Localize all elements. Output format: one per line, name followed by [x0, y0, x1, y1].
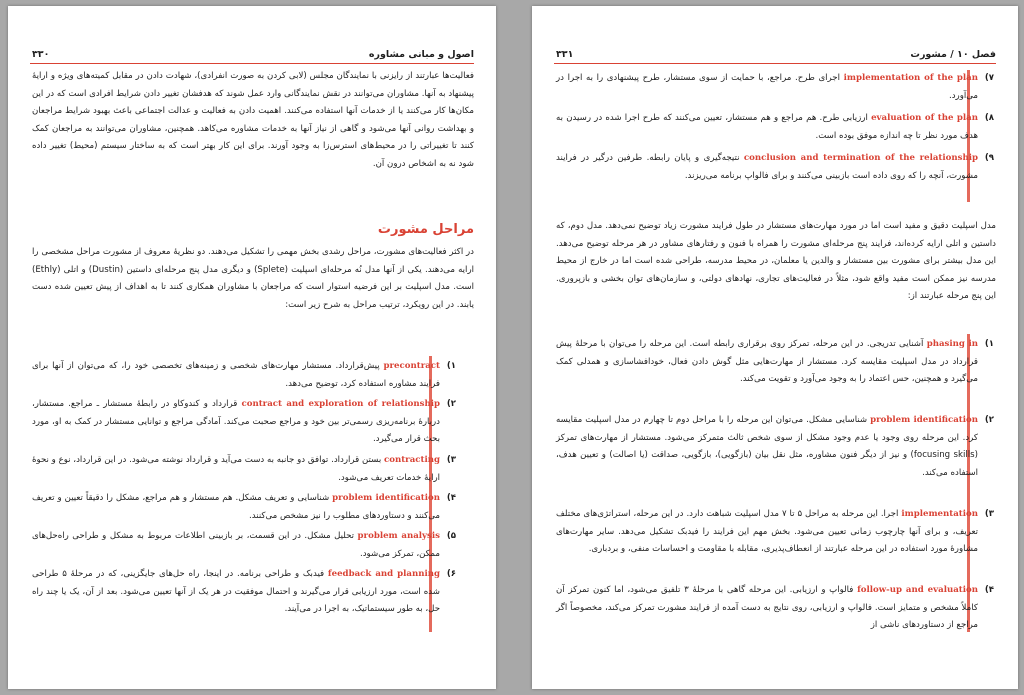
phase-term: problem identification — [870, 415, 978, 425]
page-number: ۳۳۱ — [556, 49, 574, 60]
page-header — [32, 42, 474, 60]
page-header — [556, 42, 996, 60]
stage-text: نتیجه‌گیری و پایان رابطه. طرفین درگیر در فرایند مشورت، آنچه را که روی داده است بازبینی می‌کنند و برای فالواپ برنامه می‌ریزند. — [556, 153, 978, 181]
phase-term: implementation — [901, 509, 979, 519]
page-number: ۳۳۰ — [32, 49, 50, 60]
phase-number: ۳) — [984, 509, 994, 519]
stage-term: implementation of the plan — [843, 73, 978, 83]
phase-item — [556, 412, 994, 482]
stage-text: پیش‌قرارداد. مستشار مهارت‌های شخصی و زمینه‌های تخصصی خود را، که می‌توان از آنها برای فرایند مشاوره استفاده کرد، توضیح می‌دهد. — [32, 361, 440, 389]
stage-term: conclusion and termination of the relationship — [743, 153, 979, 163]
stage-number: ۳) — [446, 455, 456, 465]
stage-item — [32, 452, 456, 487]
phase-term: follow-up and evaluation — [857, 585, 979, 595]
stage-number: ۲) — [446, 399, 456, 409]
stage-item — [556, 70, 994, 105]
stage-number: ۷) — [984, 73, 994, 83]
stage-item — [32, 566, 456, 619]
middle-paragraph: مدل اسپلیت دقیق و مفید است اما در مورد مهارت‌های مستشار در طول فرایند مشورت زیاد توضیح نمی‌دهد. مدل دوم، که داستین و اتلی ارایه کرده‌اند، فرایند پنج مرحله‌ای مشورت را همراه با فنون و رفتارهای مشاور در هر مرحله توضیح می‌دهد. این مدل بیشتر برای مشورت بین مستشار و والدین یا معلمان، در محیط مدرسه، طراحی شده است اما در خارج از محیط مدرسه نیز ممکن است مفید واقع شود، مثلاً در فعالیت‌های تجاری، نهادهای دولتی، و سازمان‌های توان بخشی و بازپروری. این پنج مرحله عبارتند از: — [556, 221, 996, 302]
phase-item — [556, 336, 994, 389]
phase-item — [556, 506, 994, 559]
stage-number: ۵) — [446, 531, 456, 541]
stage-item — [32, 490, 456, 525]
phase-number: ۱) — [984, 339, 994, 349]
header-rule — [30, 63, 474, 64]
stage-text: قرارداد و کندوکاو در رابطهٔ مستشار ـ مراجع. مستشار، دربارهٔ برنامه‌ریزی رسمی‌تر بین خود و مراجع صحبت می‌کند. آمادگی مراجع و توانایی مستشار در کمک به او، مورد بحث قرار می‌گیرد. — [32, 399, 440, 445]
running-title: فصل ۱۰ / مشورت — [910, 49, 996, 60]
stage-term: contracting — [384, 455, 441, 465]
right-page — [532, 6, 1018, 689]
stage-term: problem analysis — [357, 531, 440, 541]
stage-text: فیدبک و طراحی برنامه. در اینجا، راه حل‌های جایگزینی، که در مرحلهٔ ۵ طراحی شده است، مورد ارزیابی قرار می‌گیرند و احتمال موفقیت در هر یک از آنها تعیین می‌شود. بعد از آن، یک یا چند راه حل، به طور سیستماتیک، به اجرا در می‌آیند. — [32, 569, 440, 615]
stage-item — [556, 110, 994, 145]
stage-text: اجرای طرح. مراجع، با حمایت از سوی مستشار، طرح پیشنهادی را به اجرا در می‌آورد. — [556, 73, 978, 101]
stage-item — [32, 528, 456, 563]
phase-text: آشنایی تدریجی. در این مرحله، تمرکز روی برقراری رابطه است. این مرحله را می‌توان با مرحلهٔ پیش قرارداد در مدل اسپلیت مقایسه کرد. مستشار از مهارت‌هایی مثل گوش دادن فعال، خودافشاسازی و همدلی کمک می‌گیرد و همچنین، حس اعتماد را به وجود می‌آورد و تقویت می‌کند. — [556, 339, 978, 385]
stage-term: precontract — [383, 361, 441, 371]
stage-term: evaluation of the plan — [871, 113, 978, 123]
stage-number: ۹) — [984, 153, 994, 163]
header-rule — [554, 63, 996, 64]
phase-item — [556, 582, 994, 635]
stage-number: ۱) — [446, 361, 456, 371]
stage-item — [556, 150, 994, 185]
left-page — [8, 6, 496, 689]
stage-term: contract and exploration of relationship — [241, 399, 440, 409]
phase-text: فالواپ و ارزیابی. این مرحله گاهی با مرحلهٔ ۳ تلفیق می‌شود، اما کنون تمرکز آن کاملاً مشخص و متمایز است. فالواپ و ارزیابی، روی نتایج به دست آمده از فرایند مشورت تمرکز می‌کند، مخصوصاً اگر مراجع از دستاوردهای ناشی از — [556, 585, 978, 631]
stage-text: ارزیابی طرح. هم مراجع و هم مستشار، تعیین می‌کنند که طرح اجرا شده در رسیدن به هدف مورد نظر تا چه اندازه موفق بوده است. — [556, 113, 978, 141]
stage-term: feedback and planning — [327, 569, 441, 579]
stage-number: ۴) — [446, 493, 456, 503]
phase-term: phasing in — [926, 339, 978, 349]
stage-item — [32, 358, 456, 393]
phase-text: اجرا. این مرحله به مراحل ۵ تا ۷ مدل اسپلیت شباهت دارد. در این مرحله، استراتژی‌های مختلف تعریف، و برای آنها چارچوب زمانی تعیین می‌شود. بخش مهم این فرایند را فیدبک تشکیل می‌دهد. سایر مهارت‌های مشاورهٔ مورد استفاده در این مرحله عبارتند از انعطاف‌پذیری، مقابله با مقاومت و احساسات منفی، و بردباری. — [556, 509, 978, 555]
intro-paragraph: فعالیت‌ها عبارتند از رایزنی با نمایندگان مجلس (لابی کردن به صورت انفرادی)، شهادت دادن در مقابل کمیته‌های ویژه و ارایهٔ پیشنهاد به آنها. مشاوران می‌توانند در نقش نمایندگانی وارد عمل شوند که هدفشان تغییر دادن شرایط افرادی است که در این مکان‌ها کار می‌کنند یا از خدمات آنها استفاده می‌کنند. اهمیت دادن به فعالیت و عدالت اجتماعی باعث بهبود شرایط مراجعان و بهداشت روانی آنها می‌شود و گاهی از نیاز آنها به خدمات مشاوره می‌کاهد. همچنین، مشاوران می‌توانند به مراجعان کمک کنند تا تغییراتی را در محیط‌های استرس‌زا به وجود آورند. برای این کار بهتر است که به ساختار سیستم (محیط) تغییر داده شود نه به اشخاص درون آن. — [32, 71, 474, 169]
stage-text: تحلیل مشکل. در این قسمت، بر بازبینی اطلاعات مربوط به مشکل و طراحی راه‌حل‌های ممکن، تمرکز می‌شود. — [32, 531, 440, 559]
section-heading: مراحل مشورت — [377, 222, 474, 237]
section-paragraph: در اکثر فعالیت‌های مشورت، مراحل رشدی بخش مهمی را تشکیل می‌دهند. دو نظریهٔ معروف از مشورت مراحل مشخصی را ارایه می‌دهند. یکی از آنها مدل نُه مرحله‌ای اسپلیت (Splete) و دیگری مدل پنج مرحله‌ای داستین (Dustin) و اتلی (Ethly) است. مدل اسپلیت بر این فرضیه استوار است که مراجعان با مشاوران همکاری کنند تا به اهداف از پیش تعیین شده دست یابند. در این رویکرد، ترتیب مراحل به شرح زیر است: — [32, 247, 474, 310]
stage-number: ۸) — [984, 113, 994, 123]
stage-item — [32, 396, 456, 449]
stage-number: ۶) — [446, 569, 456, 579]
stage-text: شناسایی و تعریف مشکل. هم مستشار و هم مراجع، مشکل را دقیقاً تعیین و تعریف می‌کنند و دستاوردهای مطلوب را نیز مشخص می‌کنند. — [32, 493, 440, 521]
stage-term: problem identification — [332, 493, 440, 503]
phase-number: ۲) — [984, 415, 994, 425]
running-title: اصول و مبانی مشاوره — [368, 49, 474, 60]
phase-number: ۴) — [984, 585, 994, 595]
stage-text: بستن قرارداد. توافق دو جانبه به دست می‌آید و قرارداد نوشته می‌شود. در این قرارداد، نوع و نحوهٔ ارایهٔ خدمات تعریف می‌شود. — [32, 455, 440, 483]
phase-text: شناسایی مشکل. می‌توان این مرحله را با مراحل دوم تا چهارم در مدل اسپلیت مقایسه کرد. این مرحله روی وجود یا عدم وجود مشکل از سوی شخص ثالث متمرکز می‌شود. مستشار از مهارت‌های تمرکز (focusing skills) و نیز از دیگر فنون مشاوره، مثل نقل بیان (بازگویی)، بازگویی، صداقت (یا اصالت) و تعیین هدف، استفاده می‌کند. — [556, 415, 978, 478]
